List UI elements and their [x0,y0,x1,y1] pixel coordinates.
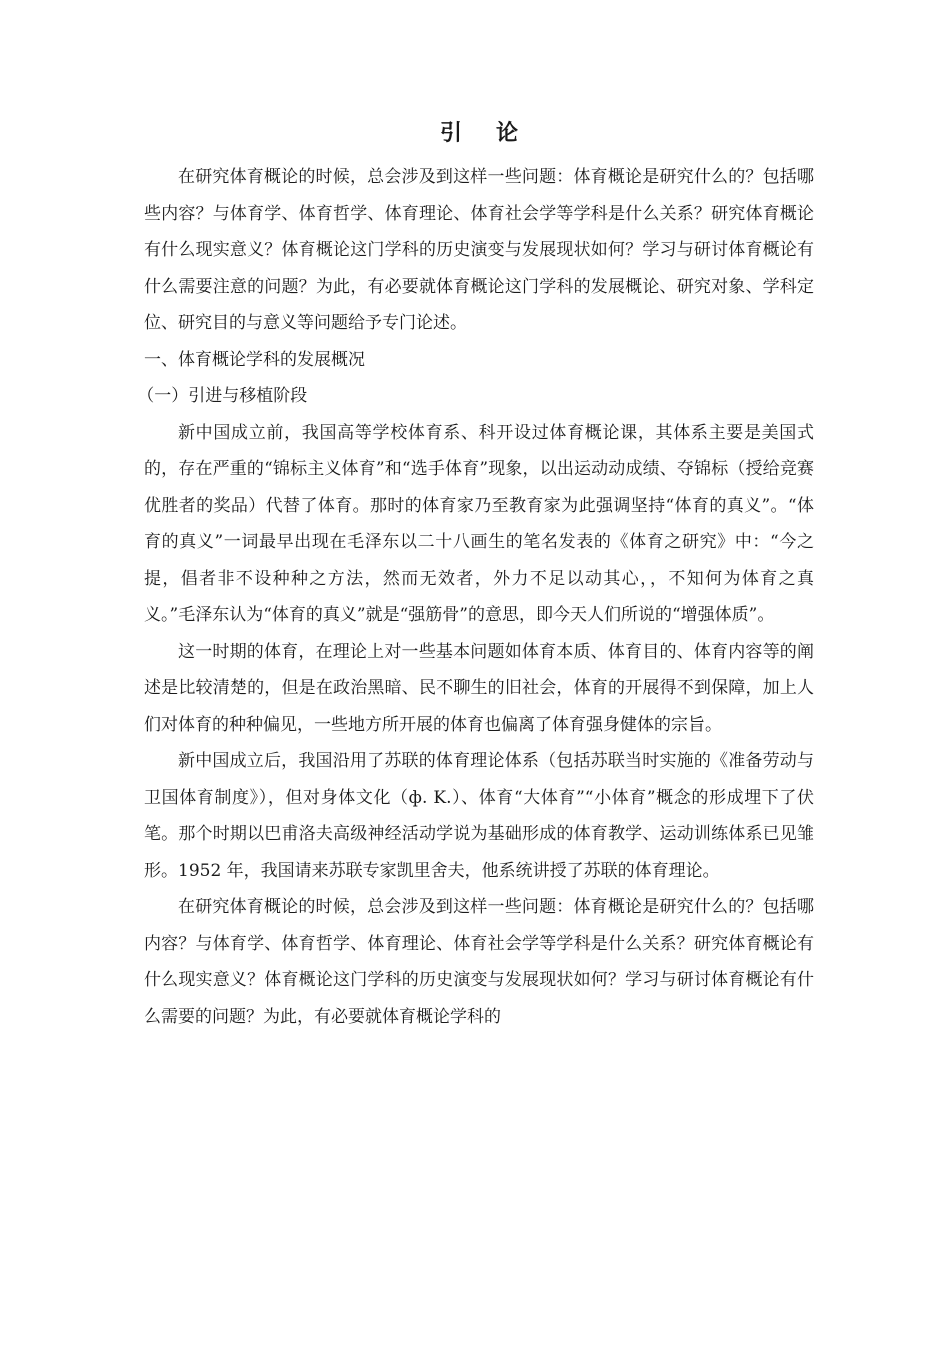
section-heading: 一、体育概论学科的发展概况 [144,349,365,370]
document-page [137,110,814,1035]
subsection-heading: （一）引进与移植阶段 [137,386,308,406]
body-paragraph: 新中国成立前，我国高等学校体育系、科开设过体育概论课，其体系主要是美国式的，存在严重的“锦标主义体育”和“选手体育”现象，以出运动动成绩、夺锦标（授给竞赛优胜者的奖品）代替了体育。那时的体育家乃至教育家为此强调坚持“体育的真义”。“体育的真义”一词最早出现在毛泽东以二十八画生的笔名发表的《体育之研究》中：“今之提，倡者非不设种种之方法，然而无效者，外力不足以动其心，，不知何为体育之真义。”毛泽东认为“体育的真义”就是“强筋骨”的意思，即今天人们所说的“增强体质”。 [144,422,814,625]
page-title: 引论 [439,121,552,146]
intro-paragraph: 在研究体育概论的时候，总会涉及到这样一些问题：体育概论是研究什么的？包括哪些内容？与体育学、体育哲学、体育理论、体育社会学等学科是什么关系？研究体育概论有什么现实意义？体育概论这门学科的历史演变与发展现状如何？学习与研讨体育概论有什么需要注意的问题？为此，有必要就体育概论这门学科的发展概论、研究对象、学科定位、研究目的与意义等问题给予专门论述。 [144,167,814,333]
body-paragraph: 在研究体育概论的时候，总会涉及到这样一些问题：体育概论是研究什么的？包括哪内容？与体育学、体育哲学、体育理论、体育社会学等学科是什么关系？研究体育概论有什么现实意义？体育概论这门学科的历史演变与发展现状如何？学习与研讨体育概论有什么需要的问题？为此，有必要就体育概论学科的 [144,897,814,1027]
body-paragraph: 新中国成立后，我国沿用了苏联的体育理论体系（包括苏联当时实施的《准备劳动与卫国体育制度》），但对身体文化（ф. K.）、体育“大体育”“小体育”概念的形成埋下了伏笔。那个时期以巴甫洛夫高级神经活动学说为基础形成的体育教学、运动训练体系已见雏形。1952 年，我国请来苏联专家凯里舍夫，他系统讲授了苏联的体育理论。 [144,751,814,881]
body-paragraph: 这一时期的体育，在理论上对一些基本问题如体育本质、体育目的、体育内容等的阐述是比较清楚的，但是在政治黑暗、民不聊生的旧社会，体育的开展得不到保障，加上人们对体育的种种偏见，一些地方所开展的体育也偏离了体育强身健体的宗旨。 [144,641,814,735]
